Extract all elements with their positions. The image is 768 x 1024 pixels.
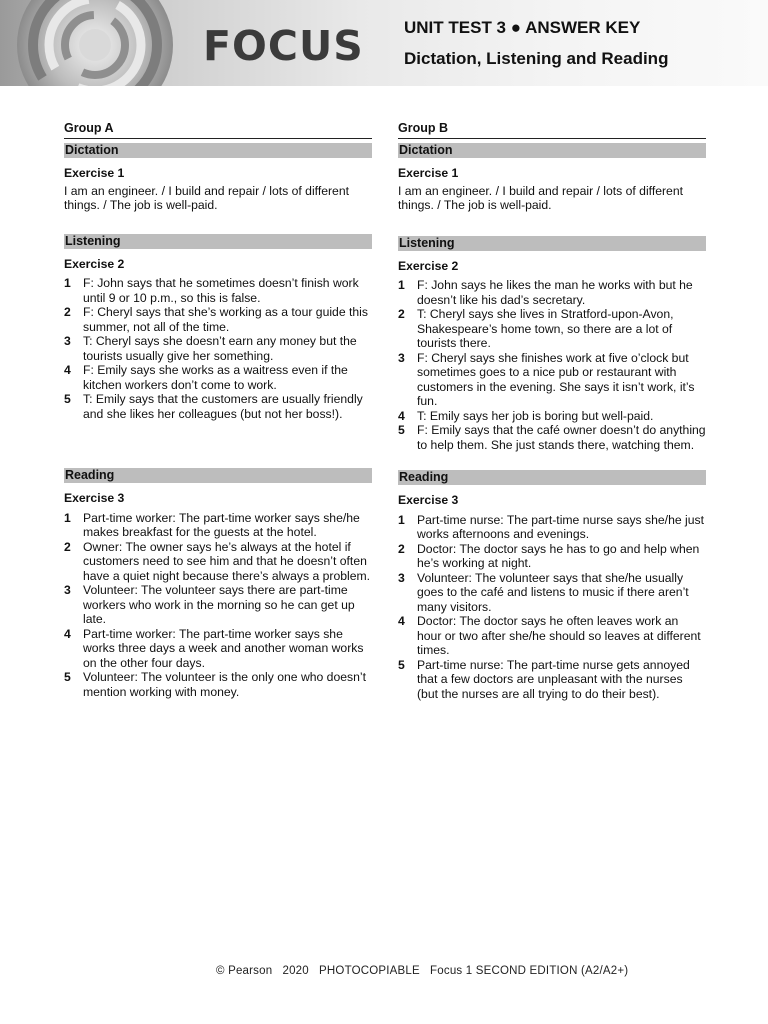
- group-title: Group A: [64, 121, 372, 139]
- list-item: [398, 278, 706, 307]
- item-text: Volunteer: The volunteer is the only one who doesn’t mention working with money.: [83, 670, 366, 699]
- group-title: Group B: [398, 121, 706, 139]
- group-b-column: [398, 121, 706, 701]
- page-header: [0, 0, 768, 86]
- item-text: Part-time nurse: The part-time nurse says she/he just works afternoons and evenings.: [417, 512, 704, 541]
- section-heading-reading: Reading: [64, 468, 372, 483]
- exercise-title: Exercise 2: [398, 258, 459, 273]
- list-item: [398, 409, 706, 424]
- exercise-title: Exercise 1: [64, 166, 125, 180]
- item-text: T: Cheryl says she lives in Stratford-upon-Avon, Shakespeare’s home town, so there are a lot of tourists there.: [417, 307, 674, 350]
- reading-answer-list: [398, 513, 706, 702]
- dictation-text: I am an engineer. / I build and repair / lots of different things. / The job is well-paid.: [398, 183, 684, 212]
- list-item: [398, 658, 706, 702]
- list-item: [398, 423, 706, 452]
- list-item: [398, 614, 706, 658]
- item-number: 5: [64, 670, 71, 684]
- reading-answer-list: [64, 511, 372, 700]
- item-text: F: Cheryl says she finishes work at five o’clock but sometimes goes to a nice pub or restaurant with customers in the evening. She says it isn’t work, it’s fun.: [417, 350, 695, 408]
- item-number: 3: [64, 334, 71, 348]
- item-number: 1: [64, 510, 71, 525]
- exercise-title: Exercise 3: [64, 491, 125, 505]
- item-number: 3: [64, 583, 71, 597]
- item-number: 1: [64, 276, 71, 290]
- listening-answer-list: [64, 276, 372, 421]
- list-item: [398, 307, 706, 351]
- item-number: 5: [398, 423, 405, 437]
- item-number: 5: [64, 392, 71, 406]
- list-item: [64, 305, 372, 334]
- list-item: [398, 542, 706, 571]
- item-text: T: Emily says that the customers are usually friendly and she likes her colleagues (but not her boss!).: [83, 392, 363, 421]
- item-text: Part-time nurse: The part-time nurse gets annoyed that a few doctors are unpleasant with the nurses (but the nurses are all trying to do their best).: [417, 657, 690, 701]
- exercise-title: Exercise 1: [398, 166, 459, 180]
- section-heading-listening: Listening: [398, 236, 706, 251]
- page-footer: © Pearson 2020 PHOTOCOPIABLE Focus 1 SECOND EDITION (A2/A2+): [216, 965, 629, 977]
- list-item: [64, 627, 372, 671]
- item-number: 4: [64, 363, 71, 377]
- item-text: T: Emily says her job is boring but well-paid.: [417, 408, 654, 423]
- brand-logo-text: FOCUS: [203, 22, 364, 70]
- list-item: [64, 511, 372, 540]
- item-number: 5: [398, 657, 405, 672]
- section-heading-dictation: Dictation: [398, 143, 706, 158]
- section-heading-reading: Reading: [398, 470, 706, 485]
- unit-subtitle: Dictation, Listening and Reading: [404, 49, 669, 68]
- item-number: 4: [398, 614, 405, 628]
- exercise-title: Exercise 2: [64, 256, 125, 271]
- item-text: F: Cheryl says that she’s working as a tour guide this summer, not all of the time.: [83, 305, 368, 334]
- item-text: F: Emily says she works as a waitress even if the kitchen workers don’t come to work.: [83, 363, 348, 392]
- item-number: 2: [64, 539, 71, 554]
- item-text: Doctor: The doctor says he has to go and help when he’s working at night.: [417, 541, 700, 570]
- item-text: Volunteer: The volunteer says that she/he usually goes to the café and listens to music if there aren’t many visitors.: [417, 570, 689, 614]
- item-text: Doctor: The doctor says he often leaves work an hour or two after she/he should so leaves at different times.: [417, 614, 701, 657]
- dictation-text: I am an engineer. / I build and repair / lots of different things. / The job is well-paid.: [64, 183, 350, 212]
- item-text: F: John says that he sometimes doesn’t finish work until 9 or 10 p.m., so this is false.: [83, 276, 359, 305]
- item-number: 1: [398, 512, 405, 527]
- list-item: [398, 513, 706, 542]
- item-number: 1: [398, 278, 405, 292]
- list-item: [64, 334, 372, 363]
- list-item: [398, 571, 706, 615]
- item-number: 3: [398, 570, 405, 585]
- list-item: [64, 670, 372, 699]
- exercise-title: Exercise 3: [398, 493, 459, 507]
- item-text: Volunteer: The volunteer says there are part-time workers who work in the morning so he can get up late.: [83, 583, 355, 626]
- list-item: [64, 540, 372, 584]
- list-item: [398, 351, 706, 409]
- item-text: T: Cheryl says she doesn’t earn any money but the tourists usually give her something.: [83, 334, 357, 363]
- section-heading-dictation: Dictation: [64, 143, 372, 158]
- item-text: Part-time worker: The part-time worker says she/he makes breakfast for the guests at the hotel.: [83, 510, 360, 539]
- item-number: 2: [398, 307, 405, 321]
- list-item: [64, 276, 372, 305]
- item-number: 4: [398, 408, 405, 423]
- list-item: [64, 583, 372, 627]
- section-heading-listening: Listening: [64, 234, 372, 249]
- listening-answer-list: [398, 278, 706, 452]
- item-number: 4: [64, 626, 71, 641]
- item-number: 3: [398, 350, 405, 365]
- item-text: Owner: The owner says he’s always at the hotel if customers need to see him and that he doesn’t often have a quiet night because there’s always a problem.: [83, 539, 371, 583]
- item-text: F: John says he likes the man he works with but he doesn’t like his dad’s secretary.: [417, 278, 693, 307]
- item-text: F: Emily says that the café owner doesn’t do anything to help them. She just stands there, watching them.: [417, 423, 706, 452]
- focus-swirl-logo: [0, 0, 190, 86]
- item-number: 2: [398, 541, 405, 556]
- list-item: [64, 363, 372, 392]
- item-text: Part-time worker: The part-time worker says she works three days a week and another woman works on the other four days.: [83, 626, 364, 670]
- group-a-column: [64, 121, 372, 699]
- unit-title: UNIT TEST 3 ● ANSWER KEY: [404, 18, 641, 37]
- list-item: [64, 392, 372, 421]
- item-number: 2: [64, 305, 71, 319]
